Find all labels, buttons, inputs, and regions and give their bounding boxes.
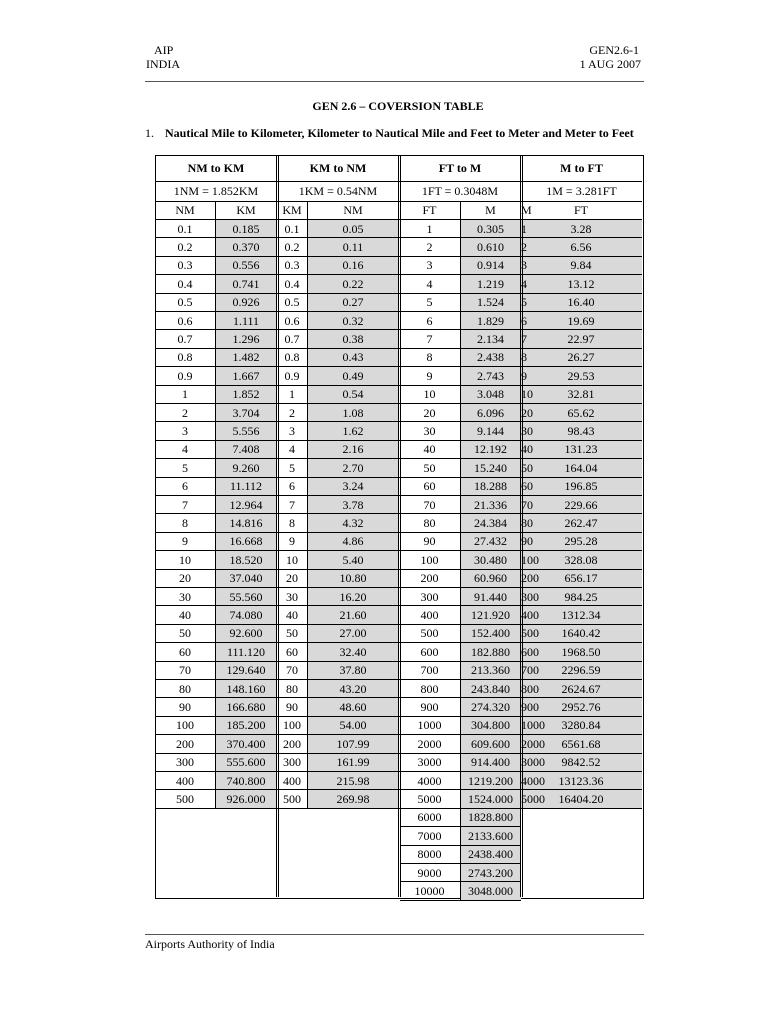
table-cell: 3 [182, 423, 188, 438]
table-cell: 60.960 [474, 571, 507, 586]
table-cell: 7 [426, 331, 433, 346]
table-cell: 229.66 [564, 497, 598, 512]
table-cell: 1968.50 [561, 644, 601, 659]
table-cell: 6.096 [477, 405, 504, 420]
table-cell: 500 [420, 626, 439, 641]
table-cell: 5.40 [342, 552, 364, 567]
table-cell: 4 [521, 276, 527, 291]
table-cell: 5 [182, 460, 188, 475]
table-cell: 30 [423, 423, 436, 438]
table-cell: 4000 [417, 773, 442, 788]
table-cell: 10.80 [339, 571, 367, 586]
table-cell: 40 [521, 442, 533, 457]
table-cell: 300 [283, 755, 301, 770]
table-cell: 8 [289, 515, 295, 530]
table-cell: 3 [521, 258, 527, 273]
table-cell: 984.25 [564, 589, 598, 604]
table-cell: 2 [182, 405, 188, 420]
table-cell: 0.8 [177, 350, 193, 365]
table-cell: 43.20 [339, 681, 367, 696]
table-cell: 92.600 [229, 626, 263, 641]
table-cell: 100 [283, 718, 301, 733]
table-cell: 10 [423, 387, 436, 402]
group-formula: 1NM = 1.852KM [173, 184, 259, 198]
table-cell: 2.70 [342, 460, 364, 475]
table-cell: 6 [426, 313, 433, 328]
table-cell: 600 [420, 644, 439, 659]
table-cell: 0.370 [232, 239, 260, 254]
section-text: Nautical Mile to Kilometer, Kilometer to Nautical Mile and Feet to Meter and Meter to Feet [165, 126, 634, 140]
table-cell: 16.40 [567, 295, 595, 310]
table-cell: 600 [521, 644, 539, 659]
table-cell: 14.816 [229, 515, 263, 530]
table-cell: 29.53 [567, 368, 595, 383]
table-cell: 4 [426, 276, 433, 291]
table-cell: 121.920 [471, 607, 510, 622]
table-cell: 3 [289, 423, 295, 438]
table-cell: 6.56 [570, 239, 592, 254]
table-cell: 70 [521, 497, 533, 512]
table-cell: 900 [521, 699, 539, 714]
group-formula: 1FT = 0.3048M [421, 184, 499, 198]
table-cell: 26.27 [567, 350, 595, 365]
table-cell: 2.134 [477, 331, 504, 346]
table-cell: 0.16 [342, 258, 364, 273]
table-cell: 13123.36 [558, 773, 604, 788]
table-cell: 0.6 [284, 313, 300, 328]
table-cell: 90 [179, 699, 191, 714]
table-cell: 500 [176, 791, 194, 806]
table-cell: 40 [179, 607, 191, 622]
table-cell: 269.98 [336, 791, 370, 806]
table-cell: 304.800 [471, 718, 510, 733]
table-cell: 164.04 [564, 460, 598, 475]
section-number: 1. [145, 126, 154, 140]
table-cell: 2000 [417, 736, 442, 751]
table-cell: 1.62 [342, 423, 364, 438]
table-cell: 16404.20 [558, 791, 604, 806]
table-cell: 0.5 [177, 295, 193, 310]
table-cell: 9842.52 [561, 755, 601, 770]
table-cell: 3.048 [477, 387, 504, 402]
table-cell: 4 [182, 442, 188, 457]
table-cell: 91.440 [474, 589, 507, 604]
table-cell: 6 [182, 479, 188, 494]
table-cell: 215.98 [336, 773, 370, 788]
table-cell: 9.260 [232, 460, 260, 475]
table-cell: 0.22 [342, 276, 364, 291]
table-cell: 0.4 [177, 276, 193, 291]
table-cell: 0.185 [232, 221, 260, 236]
table-cell: 16.668 [229, 534, 263, 549]
table-cell: 80 [286, 681, 298, 696]
table-cell: 182.880 [471, 644, 510, 659]
table-cell: 5000 [417, 791, 442, 806]
table-cell: 111.120 [226, 644, 266, 659]
table-cell: 1.667 [232, 368, 260, 383]
header-right [580, 43, 641, 71]
column-header: FT [422, 203, 437, 217]
table-cell: 32.40 [339, 644, 367, 659]
table-cell: 370.400 [226, 736, 266, 751]
footer-text: Airports Authority of India [145, 937, 275, 951]
table-cell: 5 [426, 295, 433, 310]
table-cell: 1524.000 [468, 791, 513, 806]
table-cell: 5 [289, 460, 295, 475]
table-cell: 6 [289, 479, 295, 494]
table-cell: 2.16 [342, 442, 364, 457]
table-cell: 2.438 [477, 350, 504, 365]
table-cell: 3.28 [570, 221, 592, 236]
header-left [146, 43, 180, 71]
table-cell: 3280.84 [561, 718, 601, 733]
table-cell: 10 [521, 387, 533, 402]
table-cell: 0.9 [177, 368, 193, 383]
table-cell: 274.320 [471, 699, 510, 714]
table-cell: 0.5 [284, 295, 300, 310]
table-cell: 2438.400 [468, 847, 513, 862]
table-cell: 131.23 [564, 442, 598, 457]
table-cell: 2133.600 [468, 828, 513, 843]
table-cell: 7 [289, 497, 295, 512]
table-cell: 3 [426, 258, 433, 273]
page-title: GEN 2.6 – COVERSION TABLE [312, 99, 484, 113]
group-formula: 1KM = 0.54NM [298, 184, 378, 198]
table-cell: 2000 [521, 736, 545, 751]
table-cell: 0.3 [177, 258, 193, 273]
table-cell: 50 [286, 626, 298, 641]
table-cell: 1.219 [477, 276, 504, 291]
group-title: M to FT [560, 161, 603, 175]
table-cell: 1 [182, 387, 188, 402]
table-cell: 740.800 [226, 773, 266, 788]
table-cell: 200 [420, 571, 439, 586]
column-header: M [485, 203, 496, 217]
header-country: INDIA [146, 57, 180, 71]
table-cell: 656.17 [564, 571, 598, 586]
column-header: NM [175, 203, 195, 217]
table-cell: 800 [521, 681, 539, 696]
table-cell: 1.524 [477, 295, 504, 310]
table-cell: 65.62 [567, 405, 595, 420]
table-cell: 0.38 [342, 331, 364, 346]
table-cell: 4000 [521, 773, 545, 788]
table-cell: 161.99 [336, 755, 370, 770]
table-cell: 926.000 [226, 791, 266, 806]
table-cell: 9 [521, 368, 527, 383]
table-cell: 555.600 [226, 755, 266, 770]
table-cell: 1 [521, 221, 527, 236]
table-cell: 800 [420, 681, 439, 696]
table-cell: 0.1 [284, 221, 300, 236]
table-cell: 21.336 [474, 497, 507, 512]
column-header: NM [343, 203, 363, 217]
table-cell: 18.520 [229, 552, 263, 567]
table-cell: 262.47 [564, 515, 598, 530]
table-cell: 1 [426, 221, 433, 236]
table-cell: 20 [521, 405, 533, 420]
table-cell: 15.240 [474, 460, 507, 475]
table-cell: 900 [420, 699, 439, 714]
table-cell: 3.78 [342, 497, 364, 512]
table-cell: 8 [426, 350, 433, 365]
table-cell: 5.556 [232, 423, 260, 438]
table-cell: 0.4 [284, 276, 300, 291]
table-cell: 0.741 [232, 276, 260, 291]
table-cell: 0.914 [477, 258, 504, 273]
header-aip: AIP [154, 43, 174, 57]
table-cell: 20 [423, 405, 436, 420]
table-cell: 0.3 [284, 258, 300, 273]
table-cell: 1000 [417, 718, 442, 733]
table-cell: 1640.42 [561, 626, 601, 641]
table-cell: 7000 [417, 828, 442, 843]
table-cell: 200 [283, 736, 301, 751]
table-cell: 2743.200 [468, 865, 513, 880]
row-line [400, 900, 521, 901]
table-cell: 0.7 [284, 331, 300, 346]
table-cell: 4 [289, 442, 295, 457]
table-cell: 70 [286, 663, 298, 678]
header-page-id: GEN2.6-1 [589, 43, 639, 57]
table-cell: 0.1 [177, 221, 193, 236]
table-cell: 2.743 [477, 368, 504, 383]
table-cell: 3.24 [342, 479, 364, 494]
table-cell: 1.852 [232, 387, 260, 402]
table-cell: 152.400 [471, 626, 510, 641]
table-cell: 60 [179, 644, 191, 659]
table-cell: 9.84 [570, 258, 592, 273]
table-cell: 20 [286, 571, 298, 586]
table-cell: 12.964 [229, 497, 263, 512]
group-title: NM to KM [187, 161, 245, 175]
table-cell: 100 [521, 552, 539, 567]
table-cell: 243.840 [471, 681, 510, 696]
table-cell: 3000 [417, 755, 442, 770]
section-heading [145, 126, 634, 141]
table-cell: 7 [521, 331, 527, 346]
table-cell: 3.704 [232, 405, 260, 420]
table-cell: 0.7 [177, 331, 193, 346]
table-cell: 400 [283, 773, 301, 788]
table-cell: 200 [176, 736, 194, 751]
table-cell: 98.43 [567, 423, 595, 438]
table-cell: 48.60 [339, 699, 367, 714]
table-cell: 32.81 [567, 387, 595, 402]
table-cell: 70 [179, 663, 191, 678]
table-cell: 213.360 [471, 663, 510, 678]
table-cell: 80 [423, 515, 436, 530]
table-cell: 1.08 [342, 405, 364, 420]
table-cell: 37.80 [339, 663, 367, 678]
table-cell: 148.160 [226, 681, 266, 696]
table-cell: 3048.000 [468, 883, 513, 898]
table-cell: 8 [521, 350, 527, 365]
table-cell: 300 [420, 589, 439, 604]
table-cell: 5000 [521, 791, 545, 806]
table-cell: 27.00 [339, 626, 367, 641]
table-cell: 300 [521, 589, 539, 604]
table-cell: 50 [179, 626, 191, 641]
table-cell: 2624.67 [561, 681, 601, 696]
table-cell: 40 [286, 607, 298, 622]
column-header: M [521, 203, 532, 217]
table-cell: 100 [420, 552, 439, 567]
table-cell: 0.54 [342, 387, 364, 402]
table-cell: 50 [521, 460, 533, 475]
table-cell: 22.97 [567, 331, 595, 346]
table-cell: 27.432 [474, 534, 507, 549]
group-title: FT to M [438, 161, 482, 175]
table-cell: 50 [423, 460, 436, 475]
table-cell: 10 [179, 552, 191, 567]
table-cell: 90 [521, 534, 533, 549]
table-cell: 295.28 [564, 534, 598, 549]
table-cell: 0.11 [342, 239, 364, 254]
table-cell: 54.00 [339, 718, 367, 733]
table-cell: 0.6 [177, 313, 193, 328]
table-cell: 5 [521, 295, 527, 310]
table-cell: 1828.800 [468, 810, 513, 825]
table-cell: 24.384 [474, 515, 507, 530]
table-cell: 6000 [417, 810, 442, 825]
table-cell: 1312.34 [561, 607, 601, 622]
header-rule [145, 81, 644, 82]
table-cell: 200 [521, 571, 539, 586]
table-cell: 55.560 [229, 589, 263, 604]
table-cell: 6 [521, 313, 527, 328]
table-cell: 4.86 [342, 534, 364, 549]
table-cell: 37.040 [229, 571, 263, 586]
table-cell: 2296.59 [561, 663, 601, 678]
table-cell: 9 [182, 534, 188, 549]
table-cell: 30 [179, 589, 191, 604]
table-cell: 500 [283, 791, 301, 806]
table-cell: 2 [289, 405, 295, 420]
table-cell: 30 [286, 589, 298, 604]
table-cell: 9 [426, 368, 433, 383]
table-cell: 60 [521, 479, 533, 494]
table-cell: 107.99 [336, 736, 370, 751]
table-cell: 0.27 [342, 295, 364, 310]
group-title: KM to NM [309, 161, 367, 175]
table-cell: 500 [521, 626, 539, 641]
table-cell: 0.2 [177, 239, 193, 254]
table-cell: 7.408 [232, 442, 260, 457]
table-cell: 0.8 [284, 350, 300, 365]
table-cell: 60 [423, 479, 436, 494]
table-cell: 300 [176, 755, 194, 770]
table-cell: 9000 [417, 865, 442, 880]
table-cell: 0.926 [232, 295, 260, 310]
table-cell: 60 [286, 644, 298, 659]
table-cell: 0.610 [477, 239, 504, 254]
table-cell: 185.200 [226, 718, 266, 733]
table-cell: 1219.200 [468, 773, 513, 788]
table-cell: 1000 [521, 718, 545, 733]
table-cell: 0.49 [342, 368, 364, 383]
table-cell: 10000 [414, 883, 445, 898]
table-cell: 6561.68 [561, 736, 601, 751]
table-cell: 11.112 [229, 479, 263, 494]
table-cell: 90 [423, 534, 436, 549]
table-cell: 12.192 [474, 442, 507, 457]
table-cell: 70 [423, 497, 436, 512]
table-cell: 20 [179, 571, 191, 586]
table-cell: 16.20 [339, 589, 367, 604]
group-formula: 1M = 3.281FT [546, 184, 617, 198]
conversion-table [155, 155, 644, 899]
table-cell: 40 [423, 442, 436, 457]
table-cell: 30 [521, 423, 533, 438]
table-cell: 400 [420, 607, 439, 622]
header-date: 1 AUG 2007 [579, 57, 641, 71]
table-cell: 0.32 [342, 313, 364, 328]
table-cell: 2 [521, 239, 527, 254]
table-cell: 7 [182, 497, 188, 512]
column-header: KM [282, 203, 302, 217]
table-cell: 8 [182, 515, 188, 530]
table-cell: 700 [521, 663, 539, 678]
table-cell: 100 [176, 718, 194, 733]
table-cell: 19.69 [567, 313, 595, 328]
table-cell: 80 [521, 515, 533, 530]
table-cell: 21.60 [339, 607, 367, 622]
table-cell: 74.080 [229, 607, 263, 622]
table-cell: 0.305 [477, 221, 504, 236]
table-cell: 13.12 [567, 276, 595, 291]
column-header: KM [236, 203, 256, 217]
table-cell: 10 [286, 552, 298, 567]
table-cell: 30.480 [474, 552, 507, 567]
table-cell: 90 [286, 699, 298, 714]
table-cell: 1.296 [232, 331, 260, 346]
table-cell: 80 [179, 681, 191, 696]
table-cell: 0.9 [284, 368, 300, 383]
table-cell: 400 [176, 773, 194, 788]
table-cell: 129.640 [226, 663, 266, 678]
table-cell: 700 [420, 663, 439, 678]
table-cell: 3000 [521, 755, 545, 770]
table-cell: 1 [289, 387, 295, 402]
table-cell: 1.111 [232, 313, 260, 328]
table-cell: 0.2 [284, 239, 300, 254]
table-cell: 196.85 [564, 479, 598, 494]
table-cell: 0.05 [342, 221, 364, 236]
table-cell: 0.43 [342, 350, 364, 365]
table-cell: 914.400 [471, 755, 510, 770]
table-cell: 2 [426, 239, 433, 254]
table-cell: 2952.76 [561, 699, 601, 714]
table-cell: 9.144 [477, 423, 504, 438]
table-cell: 4.32 [342, 515, 364, 530]
table-cell: 609.600 [471, 736, 510, 751]
table-cell: 400 [521, 607, 539, 622]
footer-rule [145, 934, 644, 935]
table-cell: 0.556 [232, 258, 260, 273]
table-cell: 1.482 [232, 350, 260, 365]
table-cell: 328.08 [564, 552, 598, 567]
table-cell: 9 [289, 534, 295, 549]
table-cell: 8000 [417, 847, 442, 862]
column-header: FT [573, 203, 588, 217]
table-cell: 18.288 [474, 479, 507, 494]
table-cell: 1.829 [477, 313, 504, 328]
table-cell: 166.680 [226, 699, 266, 714]
